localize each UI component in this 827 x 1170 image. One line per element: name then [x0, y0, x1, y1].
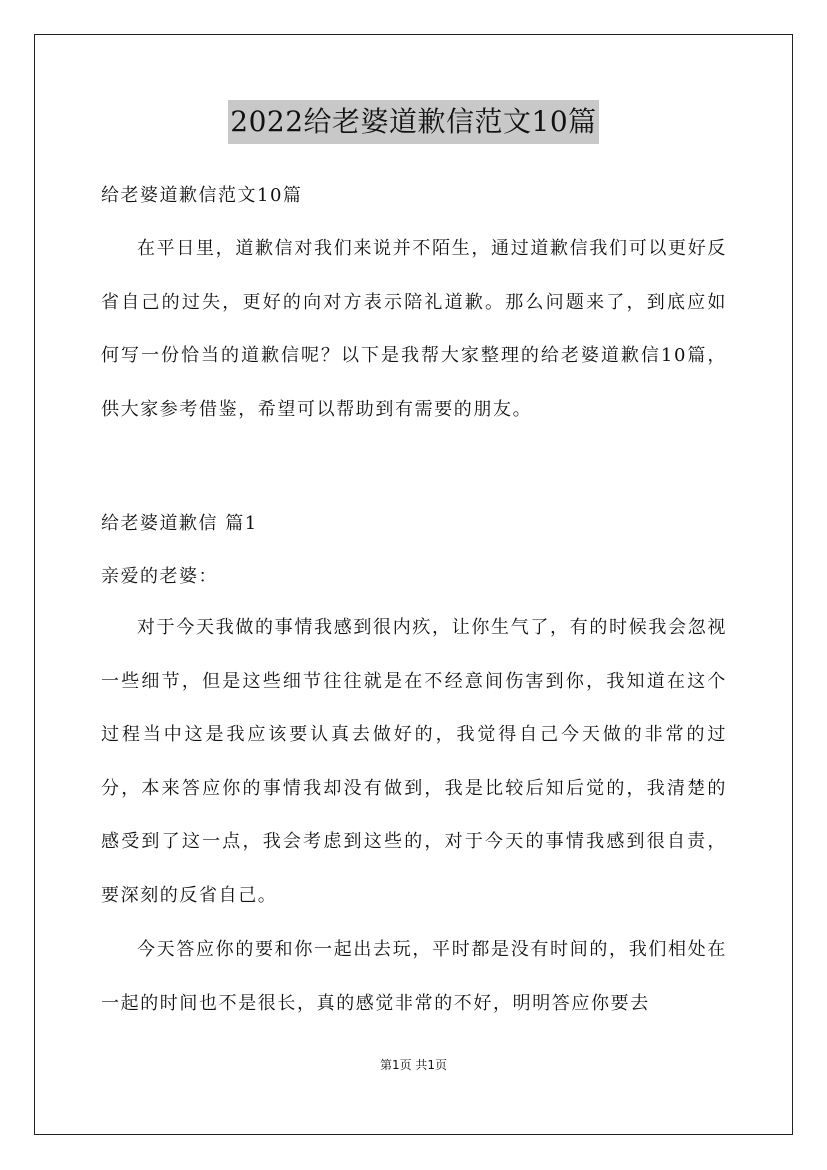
- title-container: [0, 100, 827, 144]
- document-title: 2022给老婆道歉信范文10篇: [228, 100, 598, 144]
- section-heading: 给老婆道歉信 篇1: [101, 513, 258, 534]
- letter-paragraph-1: 对于今天我做的事情我感到很内疚，让你生气了，有的时候我会忽视一些细节，但是这些细节往往就是在不经意间伤害到你，我知道在这个过程当中这是我应该要认真去做好的，我觉得自己今天做的非常的过分，本来答应你的事情我却没有做到，我是比较后知后觉的，我清楚的感受到了这一点，我会考虑到这些的，对于今天的事情我感到很自责，要深刻的反省自己。: [101, 617, 727, 906]
- page-footer: 第1页 共1页: [379, 1058, 448, 1072]
- salutation: 亲爱的老婆：: [101, 566, 218, 587]
- intro-paragraph: 在平日里，道歉信对我们来说并不陌生，通过道歉信我们可以更好反省自己的过失，更好的向对方表示陪礼道歉。那么问题来了，到底应如何写一份恰当的道歉信呢？以下是我帮大家整理的给老婆道歉信10篇，供大家参考借鉴，希望可以帮助到有需要的朋友。: [101, 238, 727, 420]
- document-subtitle: 给老婆道歉信范文10篇: [101, 185, 303, 206]
- letter-paragraph-2: 今天答应你的要和你一起出去玩，平时都是没有时间的，我们相处在一起的时间也不是很长，真的感觉非常的不好，明明答应你要去: [101, 939, 727, 1014]
